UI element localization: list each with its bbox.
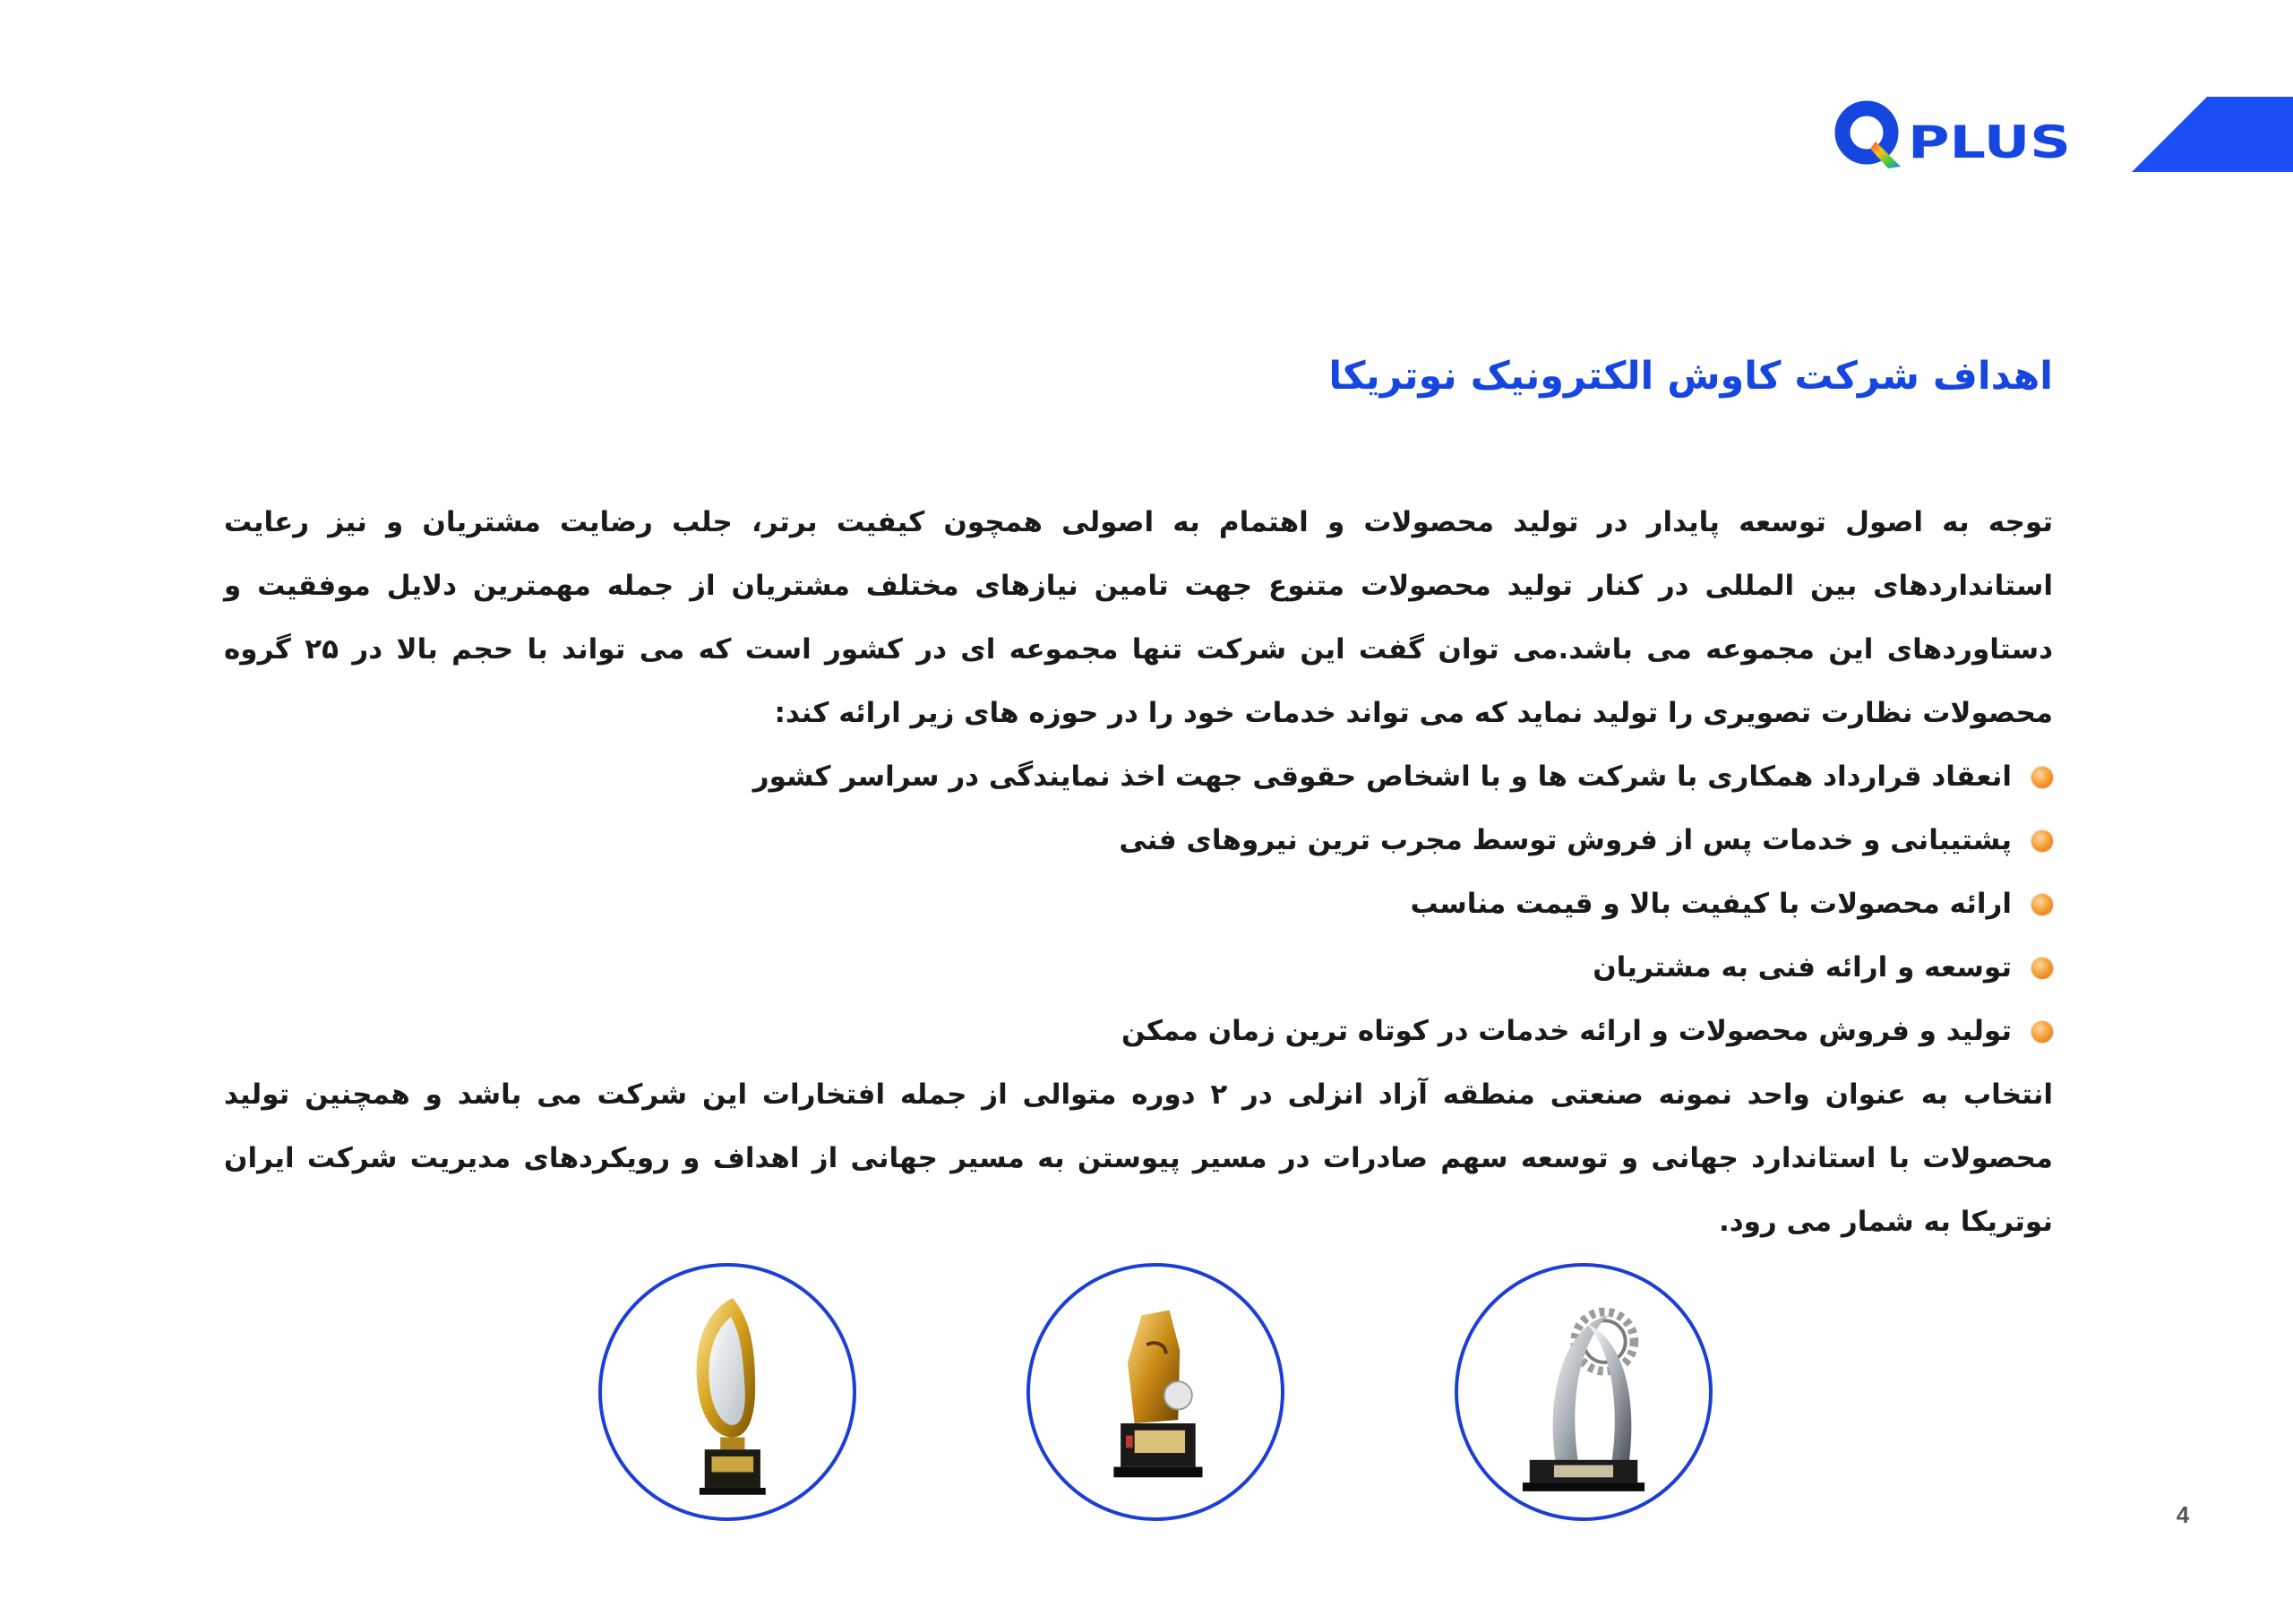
list-item: توسعه و ارائه فنی به مشتریان (224, 936, 2053, 1000)
list-item: تولید و فروش محصولات و ارائه خدمات در کوتاه ترین زمان ممکن (224, 1000, 2053, 1063)
award-circle (1026, 1263, 1284, 1521)
logo-text: PLUS (1908, 116, 2071, 168)
closing-paragraph: انتخاب به عنوان واحد نمونه صنعتی منطقه آزاد انزلی در ۲ دوره متوالی از جمله افتخارات این شرکت می باشد و همچنین تولید محصولات با استاندارد جهانی و توسعه سهم صادرات در مسیر پیوستن به مسیر جهانی از اهداف و رویکردهای مدیریت شرکت ایران نوتریکا به شمار می رود. (224, 1078, 2054, 1238)
gold-plaque-trophy-icon (1030, 1267, 1281, 1517)
main-content (224, 491, 2053, 1254)
award-circle (598, 1263, 856, 1521)
list-item: ارائه محصولات با کیفیت بالا و قیمت مناسب (224, 872, 2053, 936)
orange-bullet-icon (2031, 767, 2053, 788)
page-number: 4 (2176, 1501, 2190, 1528)
orange-bullet-icon (2031, 958, 2053, 979)
qplus-logo-mark (1834, 97, 2076, 172)
list-item: انعقاد قرارداد همکاری با شرکت ها و با اشخاص حقوقی جهت اخذ نمایندگی در سراسر کشور (224, 745, 2053, 809)
goals-list (224, 745, 2053, 1063)
orange-bullet-icon (2031, 894, 2053, 915)
corner-accent-shape (2132, 97, 2293, 172)
award-circle (1455, 1263, 1713, 1521)
intro-paragraph: توجه به اصول توسعه پایدار در تولید محصولات و اهتمام به اصولی همچون کیفیت برتر، جلب رضایت مشتریان و نیز رعایت استانداردهای بین المللی در کنار تولید محصولات متنوع جهت تامین نیازهای مختلف مشتریان از جمله مهمترین دلایل موفقیت و دستاوردهای این مجموعه می باشد.می توان گفت این شرکت تنها مجموعه ای در کشور است که می تواند با حجم بالا در ۲۵ گروه محصولات نظارت تصویری را تولید نماید که می تواند خدمات خود را در حوزه های زیر ارائه کند: (224, 506, 2053, 729)
orange-bullet-icon (2031, 1021, 2053, 1043)
page-title: اهداف شرکت کاوش الکترونیک نوتریکا (1328, 354, 2053, 399)
gold-leaf-trophy-icon (602, 1267, 853, 1517)
qplus-logo (1834, 97, 2076, 172)
orange-bullet-icon (2031, 830, 2053, 852)
silver-gear-trophy-icon (1458, 1267, 1709, 1517)
list-item: پشتیبانی و خدمات پس از فروش توسط مجرب ترین نیروهای فنی (224, 809, 2053, 872)
